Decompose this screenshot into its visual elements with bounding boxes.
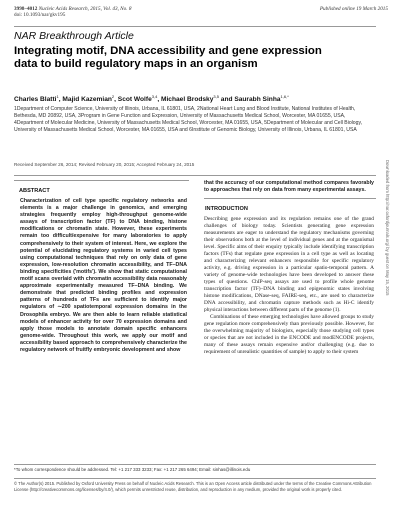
received-dates: Received September 26, 2014; Revised February 20, 2015; Accepted February 24, 2015 <box>14 162 195 167</box>
intro-divider <box>204 198 376 199</box>
doi: doi: 10.1093/nar/gkv195 <box>14 12 66 19</box>
page-range: 3998–4012 <box>14 6 38 12</box>
intro-paragraph: Describing gene expression and its regulation remains one of the grand challenges of biology today. Scientists generating gene expression measurements are eager to understand the regulatory mechanisms governing their observations both at the level of individual genes and at the organismal level. Specific aims of their enquiry typically include identifying transcription factors (TFs) that regulate gene expression in a cell type as well as locating and characterizing relevant enhancers responsible for specific regulatory activity, e.g. driving expression in a particular spatio-temporal pattern. A variety of genome-wide technologies have been developed to answer these types of questions. ChIP-seq assays are used to profile whole genome transcription factor (TF)–DNA binding and epigenomic states involving histone modifications, DNase-seq, FAIRE-seq, etc., are used to characterize DNA accessibility, and chromatin capture methods such as Hi-C identify physical interactions between different parts of the genome (1). <box>204 216 374 314</box>
abstract-text: Characterization of cell type specific regulatory networks and elements is a major challenge in genomics, and emerging strategies frequently employ high-throughput genome-wide assays of transcription factor (TF) to DNA binding, histone modifications or chromatin state. However, these experiments remain too difficult/expensive for many laboratories to apply comprehensively to their system of interest. Here, we explore the potential of elucidating regulatory systems in varied cell types using computational techniques that rely on only data of gene expression, low-resolution chromatin accessibility, and TF–DNA binding specificities ('motifs'). We show that static computational motif scans overlaid with chromatin accessibility data reasonably approximate experimentally measured TF–DNA binding. We demonstrate that predicted binding profiles and expression patterns of hundreds of TFs are sufficient to identify major regulators of ∼200 spatiotemporal expression domains in the Drosophila embryo. We are then able to learn reliable statistical models of enhancer activity for over 70 expression domains and apply those models to annotate domain specific enhancers genome-wide. Throughout this work, we apply our motif and accessibility based approach to comprehensively characterize the regulatory network of fruitfly embryonic development and show <box>20 198 187 353</box>
license-text: © The Author(s) 2015. Published by Oxford University Press on behalf of Nucleic Acids Research. This is an Open Access article distributed under the terms of the Creative Commons Attribution License (http://creativecommons.org/licenses/by/4.0/), which permits unrestricted reuse, distribution, and reproduction in any medium, provided the original work is properly cited. <box>14 481 372 492</box>
abstract-divider <box>14 180 189 181</box>
left-column <box>14 180 189 354</box>
abstract-continuation: that the accuracy of our computational method compares favorably to approaches that rely on data from many experimental assays. <box>204 180 374 194</box>
article-title: Integrating motif, DNA accessibility and gene expression data to build regulatory maps in an organism <box>14 45 322 71</box>
dates-divider <box>14 175 376 176</box>
author-name: Charles Blatti <box>14 96 57 104</box>
header-divider <box>14 26 376 27</box>
author-affiliation-mark: 1 <box>56 94 59 99</box>
abstract-heading: ABSTRACT <box>19 188 50 194</box>
correspondence-footnote: *To whom correspondence should be addressed. Tel: +1 217 333 3233; Fax: +1 217 265 6494; Email: sinhas@illinois.edu <box>14 467 251 472</box>
author-name: Saurabh Sinha <box>234 96 281 104</box>
running-header <box>14 6 131 19</box>
download-note: Downloaded from http://nar.oxfordjournals.org/ by guest on May 15, 2015 <box>385 160 390 296</box>
download-watermark <box>382 160 392 360</box>
author-name: Scot Wolfe <box>117 96 152 104</box>
author-affiliation-mark: 3,5 <box>213 94 219 99</box>
author-name: Majid Kazemian <box>62 96 112 104</box>
author-affiliation-mark: 2 <box>111 94 115 99</box>
intro-paragraph: Combinations of these emerging technologies have allowed groups to study gene regulation more comprehensively than previously possible. However, for the overwhelming majority of biologists, especially those studying cell types or species that are not included in the ENCODE and modENCODE projects, many of these assays remain expensive and/or challenging (e.g. due to requirement of unrealistic quantities of sample) to apply to their system <box>204 314 374 356</box>
section-label: NAR Breakthrough Article <box>14 30 134 42</box>
affiliations: 1Department of Computer Science, University of Illinois, Urbana, IL 61801, USA, 2National Heart Lung and Blood Institute, National Institutes of Health, Bethesda, MD 20892, USA, 3Program in Gene Function and Expression, University of Massachusetts Medical School, Worcester, MA 01655, USA, 4Department of Molecular Medicine, University of Massachusetts Medical School, Worcester, MA 01655, USA, 5Department of Molecular and Cell Biology, University of Massachusetts Medical School, Worcester, MA 01655, USA and 6Institute of Genomic Biology, University of Illinois, Urbana, IL 61801, USA <box>14 106 363 134</box>
introduction-heading: INTRODUCTION <box>205 206 248 213</box>
author-name: Michael Brodsky <box>160 96 214 104</box>
journal-citation: Nucleic Acids Research, 2015, Vol. 43, No. 8 <box>38 6 132 12</box>
author-affiliation-mark: 3,4 <box>151 94 158 99</box>
license-divider <box>14 478 376 479</box>
publication-date: Published online 19 March 2015 <box>319 6 388 12</box>
author-affiliation-mark: 1,6,* <box>280 94 289 99</box>
footnote-divider <box>14 464 376 465</box>
right-column <box>200 180 376 356</box>
author-list: Charles Blatti$^1$, Majid Kazemian$^2$, Scot Wolfe$^{3,4}$, Michael Brodsky$^{3,5}$ and Saurabh Sinha$^{1,6,*}$ <box>14 94 289 104</box>
